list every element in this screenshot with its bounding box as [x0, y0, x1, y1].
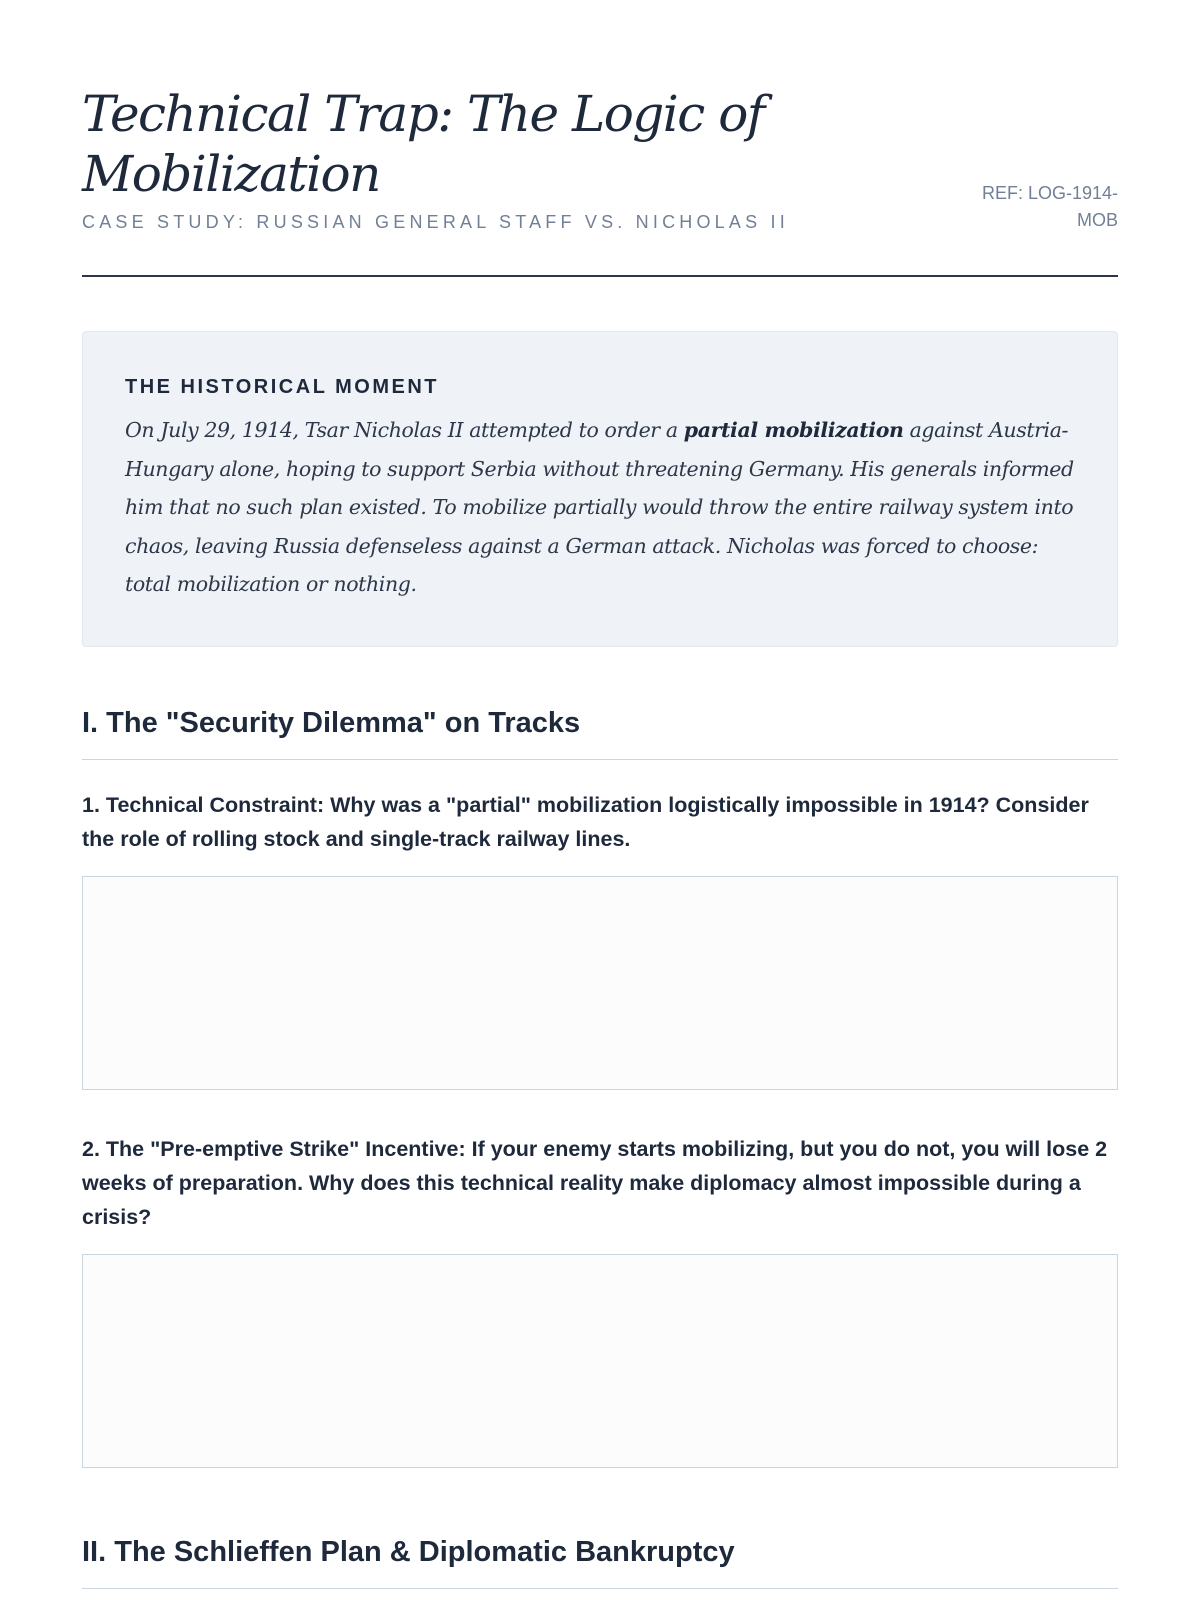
worksheet-header: [82, 0, 1118, 277]
context-text-end: against Austria-Hungary alone, hoping to support Serbia without threatening Germany. His generals informed him that no such plan existed. To mobilize partially would throw the entire railway system into chaos, leaving Russia defenseless against a German attack. Nicholas was forced to choose: total mobilization or nothing.: [125, 418, 1074, 596]
case-study-subtitle: CASE STUDY: RUSSIAN GENERAL STAFF VS. NICHOLAS II: [82, 212, 789, 232]
historical-context-box: [82, 331, 1118, 647]
context-paragraph: [125, 411, 1075, 604]
reference-code: REF: LOG-1914-MOB: [981, 183, 1118, 230]
answer-field-1[interactable]: [82, 876, 1118, 1090]
section-title: I. The "Security Dilemma" on Tracks: [82, 705, 1118, 760]
context-emphasis: partial mobilization: [683, 418, 904, 442]
context-heading: THE HISTORICAL MOMENT: [125, 376, 439, 398]
context-text-start: On July 29, 1914, Tsar Nicholas II attempted to order a: [125, 418, 684, 442]
page-title: Technical Trap: The Logic of Mobilization: [82, 85, 764, 203]
answer-field-2[interactable]: [82, 1254, 1118, 1468]
section-title: II. The Schlieffen Plan & Diplomatic Bankruptcy: [82, 1534, 1118, 1589]
question-prompt: 1. Technical Constraint: Why was a "partial" mobilization logistically impossible in 1914? Consider the role of rolling stock and single-track railway lines.: [82, 793, 1089, 851]
question-prompt: 2. The "Pre-emptive Strike" Incentive: If your enemy starts mobilizing, but you do not, you will lose 2 weeks of preparation. Why does this technical reality make diplomacy almost impossible during a crisis?: [82, 1137, 1108, 1229]
